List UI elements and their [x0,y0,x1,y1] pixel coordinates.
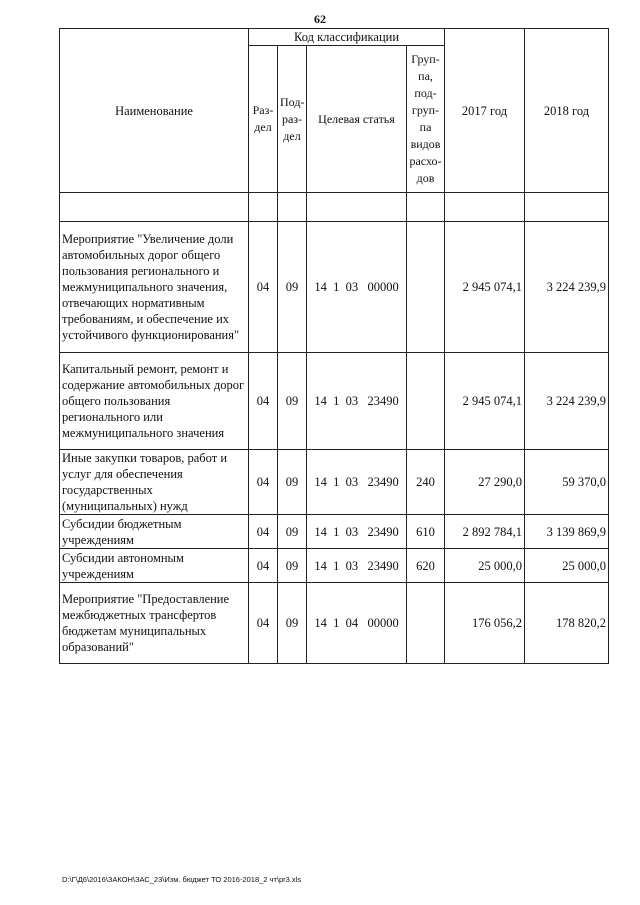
row-2018: 25 000,0 [525,549,609,583]
row-2017: 2 945 074,1 [445,353,525,450]
row-2017: 27 290,0 [445,450,525,515]
row-subsection: 09 [278,583,307,664]
column-header-code: Код классификации [249,29,445,46]
table-row [60,583,609,664]
row-article: 14 1 04 00000 [307,583,407,664]
row-section: 04 [249,353,278,450]
row-2017: 2 945 074,1 [445,222,525,353]
column-header-article: Целевая статья [307,46,407,193]
row-2018: 3 224 239,9 [525,222,609,353]
row-group: 620 [407,549,445,583]
row-2018: 3 139 869,9 [525,515,609,549]
row-article: 14 1 03 23490 [307,515,407,549]
row-2018: 3 224 239,9 [525,353,609,450]
column-header-2018: 2018 год [525,29,609,193]
row-section: 04 [249,515,278,549]
column-header-name: Наименование [60,29,249,193]
row-subsection: 09 [278,549,307,583]
row-subsection: 09 [278,450,307,515]
row-2018: 178 820,2 [525,583,609,664]
row-article: 14 1 03 23490 [307,549,407,583]
row-group: 610 [407,515,445,549]
row-name: Капитальный ремонт, ремонт и содержание автомобильных дорог общего пользования регионального или межмуниципального значения [60,353,249,450]
row-group [407,583,445,664]
row-name: Мероприятие "Увеличение доли автомобильных дорог общего пользования регионального и межмуниципального значения, отвечающих нормативным требованиям, и обеспечение их устойчивого функционирования" [60,222,249,353]
row-subsection: 09 [278,353,307,450]
row-article: 14 1 03 23490 [307,450,407,515]
row-section: 04 [249,450,278,515]
row-group: 240 [407,450,445,515]
table-row [60,450,609,515]
row-section: 04 [249,222,278,353]
row-2017: 2 892 784,1 [445,515,525,549]
row-name: Субсидии автономным учреждениям [60,549,249,583]
row-subsection: 09 [278,515,307,549]
row-group [407,353,445,450]
row-group [407,222,445,353]
row-name: Субсидии бюджетным учреждениям [60,515,249,549]
row-2017: 25 000,0 [445,549,525,583]
column-header-group: Груп- па, под- груп- па видов расхо- дов [407,46,445,193]
row-subsection: 09 [278,222,307,353]
column-header-section: Раз- дел [249,46,278,193]
table-row [60,353,609,450]
header-row-top [60,29,609,46]
page-number: 62 [314,12,326,26]
row-name: Иные закупки товаров, работ и услуг для обеспечения государственных (муниципальных) нужд [60,450,249,515]
spacer-row [60,193,609,222]
row-section: 04 [249,549,278,583]
row-article: 14 1 03 23490 [307,353,407,450]
row-2017: 176 056,2 [445,583,525,664]
table-row [60,515,609,549]
table-row [60,222,609,353]
row-name: Мероприятие "Предоставление межбюджетных трансфертов бюджетам муниципальных образований" [60,583,249,664]
row-article: 14 1 03 00000 [307,222,407,353]
column-header-subsection: Под- раз- дел [278,46,307,193]
file-path-footer: D:\Г\Д6\2016\ЗАКОН\ЗАС_23\Изм. бюджет ТО 2016-2018_2 чт\pr3.xls [62,875,302,884]
row-section: 04 [249,583,278,664]
row-2018: 59 370,0 [525,450,609,515]
budget-table [59,28,609,664]
table-row [60,549,609,583]
column-header-2017: 2017 год [445,29,525,193]
